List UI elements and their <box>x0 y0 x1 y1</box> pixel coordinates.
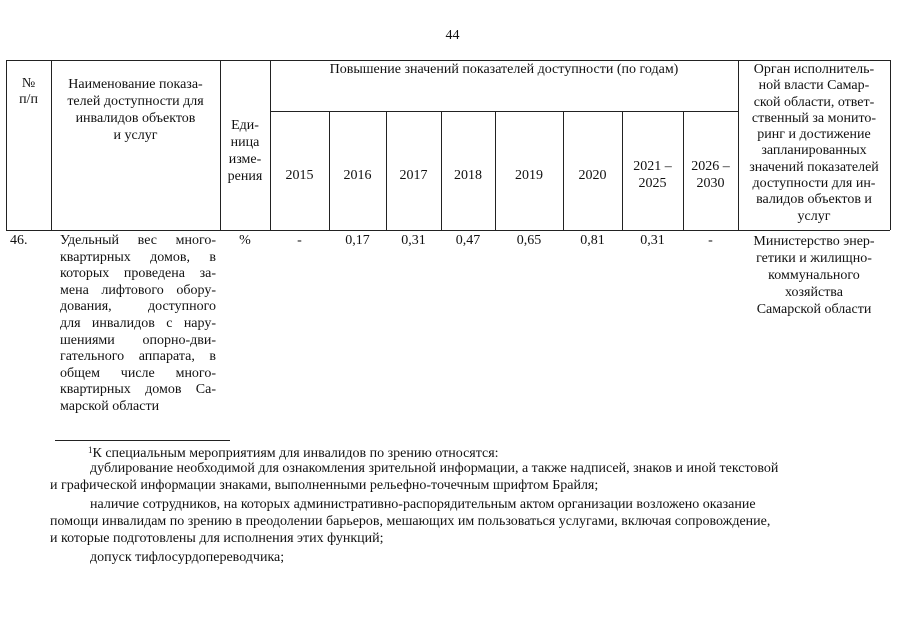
row-authority-line: коммунального <box>768 268 860 283</box>
footnote-intro-text: К специальным мероприятиям для инвалидов по зрению относятся: <box>92 446 499 461</box>
footnote-p2-line3: и которые подготовлены для исполнения этих функций; <box>50 531 384 546</box>
col-line-12 <box>890 60 891 230</box>
year-2021-2025: 2021 – 2025 <box>633 159 672 191</box>
header-num-line: п/п <box>19 92 38 107</box>
row-unit: % <box>239 233 251 248</box>
col-line-3 <box>270 60 271 230</box>
header-name-line: телей доступности для <box>67 94 204 109</box>
header-authority-line: значений показателей <box>749 159 879 175</box>
footnote-p1-line1: дублирование необходимой для ознакомления зрительной информации, а также надписей, знаков и иной текстовой <box>90 461 779 476</box>
year-2018: 2018 <box>454 168 482 183</box>
row-number: 46. <box>10 233 28 248</box>
value-2018: 0,47 <box>455 233 481 248</box>
header-authority-line: ринг и достижение <box>757 127 871 143</box>
row-name-line: гательного аппарата, в <box>60 349 216 364</box>
row-name-line: общем числе много- <box>60 366 216 381</box>
value-2021-2025: 0,31 <box>640 233 665 248</box>
header-authority-line: валидов объектов и <box>756 192 872 208</box>
header-authority-line: запланированных <box>761 143 867 159</box>
row-name-line: квартирных домов Са- <box>60 382 216 397</box>
header-unit-line: ница <box>230 135 260 150</box>
header-unit-line: рения <box>227 169 263 184</box>
row-authority <box>738 233 890 318</box>
row-name-line: квартирных домов, в <box>60 250 216 265</box>
footnote-p2-line2: помощи инвалидам по зрению в преодолении барьеров, мешающих им пользоваться услугами, включая сопровождение, <box>50 514 771 529</box>
years-divider <box>270 111 738 112</box>
row-authority-line: Самарской области <box>756 302 872 317</box>
row-name-line: Удельный вес много- <box>60 233 216 248</box>
header-authority-line: доступности для ин- <box>752 176 876 192</box>
header-unit <box>220 117 270 185</box>
row-name-line: дования, доступного <box>60 299 216 314</box>
value-2016: 0,17 <box>345 233 370 248</box>
footnote-mark: 1 <box>88 445 93 455</box>
footnote-rule <box>55 440 230 441</box>
row-authority-line: хозяйства <box>785 285 843 300</box>
header-bottom-border <box>6 230 890 231</box>
value-2020: 0,81 <box>580 233 605 248</box>
row-name-line: марской области <box>60 399 160 414</box>
header-unit-line: изме- <box>228 152 262 167</box>
row-name-line: мена лифтового обору- <box>60 283 216 298</box>
header-name-line: инвалидов объектов <box>75 111 196 126</box>
header-num <box>6 76 51 108</box>
header-authority-line: Орган исполнитель- <box>753 62 875 77</box>
header-name <box>51 76 220 144</box>
row-name-line: для инвалидов с нару- <box>60 316 216 331</box>
header-authority-line: ской области, ответ- <box>753 94 875 110</box>
header-unit-line: Еди- <box>231 118 259 133</box>
year-2026-2030: 2026 – 2030 <box>691 159 730 191</box>
header-increase: Повышение значений показателей доступности (по годам) <box>329 62 679 77</box>
year-2017: 2017 <box>399 168 428 183</box>
header-name-line: Наименование показа- <box>68 77 203 92</box>
page-number: 44 <box>445 28 460 43</box>
footnote-intro <box>88 442 499 462</box>
row-authority-line: Министерство энер- <box>753 234 875 249</box>
header-authority-line: ственный за монито- <box>751 110 877 126</box>
value-2026-2030: - <box>708 233 713 248</box>
year-2020: 2020 <box>578 168 607 183</box>
header-authority-line: услуг <box>797 208 831 224</box>
year-2015: 2015 <box>285 168 314 183</box>
row-name-line: которых проведена за- <box>60 266 216 281</box>
header-authority <box>738 62 890 225</box>
year-2016: 2016 <box>343 168 372 183</box>
row-name-line: шениями опорно-дви- <box>60 333 216 348</box>
header-name-line: и услуг <box>113 128 158 143</box>
footnote-p3-line1: допуск тифлосурдопереводчика; <box>90 550 285 565</box>
row-authority-line: гетики и жилищно- <box>756 251 872 266</box>
header-num-line: № <box>21 76 36 91</box>
value-2019: 0,65 <box>516 233 542 248</box>
value-2017: 0,31 <box>401 233 426 248</box>
year-2019: 2019 <box>515 168 543 183</box>
footnote-p1-line2: и графической информации знаками, выполненными рельефно-точечным шрифтом Брайля; <box>50 478 599 493</box>
footnote-p2-line1: наличие сотрудников, на которых административно-распорядительным актом организации возложено оказание <box>90 497 756 512</box>
value-2015: - <box>297 233 302 248</box>
table-top-border <box>6 60 890 61</box>
header-authority-line: ной власти Самар- <box>758 78 870 94</box>
